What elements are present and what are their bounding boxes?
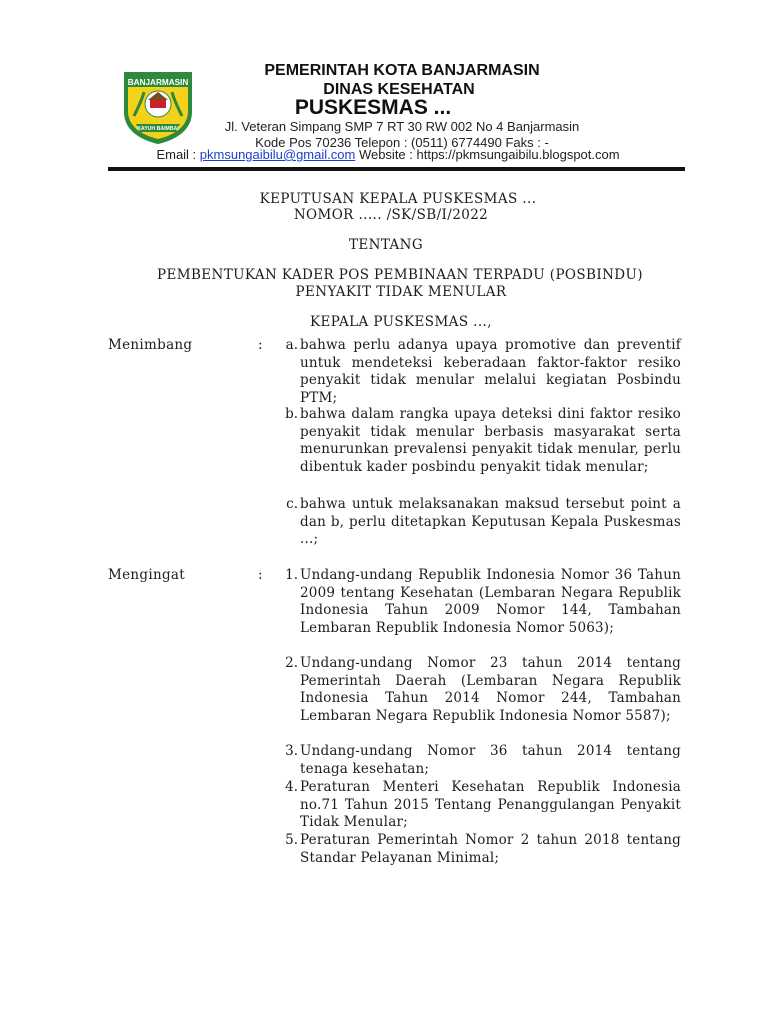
- email-link[interactable]: pkmsungaibilu@gmail.com: [199, 147, 356, 162]
- mengingat-item: [276, 779, 681, 832]
- decree-subject-line-2: PENYAKIT TIDAK MENULAR: [295, 284, 507, 300]
- menimbang-label: Menimbang: [108, 337, 193, 353]
- address-line: Jl. Veteran Simpang SMP 7 RT 30 RW 002 No 4 Banjarmasin: [224, 119, 580, 134]
- decree-title: KEPUTUSAN KEPALA PUSKESMAS ...: [259, 191, 537, 207]
- menimbang-item: [276, 406, 681, 476]
- decree-issuer: KEPALA PUSKESMAS ...,: [310, 314, 492, 330]
- item-marker: 3.: [285, 743, 298, 759]
- logo-city-text: BANJARMASIN: [127, 78, 189, 87]
- item-marker: c.: [286, 496, 298, 512]
- item-marker: b.: [285, 406, 298, 422]
- item-marker: a.: [285, 337, 298, 353]
- mengingat-colon: :: [258, 567, 263, 583]
- menimbang-colon: :: [258, 337, 263, 353]
- mengingat-label: Mengingat: [108, 567, 185, 583]
- decree-about: TENTANG: [348, 237, 424, 253]
- item-text: bahwa untuk melaksanakan maksud tersebut point a dan b, perlu ditetapkan Keputusan Kepala Puskesmas ...;: [300, 496, 681, 548]
- item-marker: 5.: [285, 832, 298, 848]
- item-text: Undang-undang Nomor 36 tahun 2014 tentang tenaga kesehatan;: [300, 743, 681, 777]
- item-text: Undang-undang Republik Indonesia Nomor 36 Tahun 2009 tentang Kesehatan (Lembaran Negara Republik Indonesia Tahun 2009 Nomor 144, Tambahan Lembaran Republik Indonesia Nomor 5063);: [300, 567, 681, 636]
- website-text: Website : https://pkmsungaibilu.blogspot.com: [355, 147, 620, 162]
- mengingat-item: [276, 567, 681, 637]
- decree-subject-line-1: PEMBENTUKAN KADER POS PEMBINAAN TERPADU (POSBINDU): [157, 267, 643, 283]
- department-name: DINAS KESEHATAN: [323, 81, 475, 98]
- contact-line: [4, 147, 768, 162]
- menimbang-item: [276, 337, 681, 407]
- item-text: Undang-undang Nomor 23 tahun 2014 tentang Pemerintah Daerah (Lembaran Negara Republik Indonesia Tahun 2014 Nomor 244, Tambahan Lembaran Negara Republik Indonesia Nomor 5587);: [300, 655, 681, 724]
- email-label: Email :: [156, 147, 200, 162]
- postal-phone-line: Kode Pos 70236 Telepon : (0511) 6774490 Faks : -: [255, 135, 549, 150]
- item-marker: 2.: [285, 655, 298, 671]
- mengingat-item: [276, 743, 681, 778]
- logo-motto-text: KAYUH BAIMBAI: [137, 126, 179, 132]
- item-marker: 4.: [285, 779, 298, 795]
- menimbang-item: [276, 496, 681, 549]
- government-name: PEMERINTAH KOTA BANJARMASIN: [264, 62, 540, 79]
- puskesmas-name: PUSKESMAS ...: [294, 96, 452, 119]
- mengingat-item: [276, 655, 681, 725]
- letterhead-divider: [108, 167, 685, 171]
- decree-number: NOMOR ..... /SK/SB/I/2022: [293, 207, 489, 223]
- item-text: bahwa dalam rangka upaya deteksi dini faktor resiko penyakit tidak menular berbasis masyarakat serta menurunkan prevalensi penyakit tidak menular, perlu dibentuk kader posbindu penyakit tidak menular;: [300, 406, 681, 475]
- item-marker: 1.: [285, 567, 298, 583]
- mengingat-item: [276, 832, 681, 867]
- item-text: Peraturan Menteri Kesehatan Republik Indonesia no.71 Tahun 2015 Tentang Penanggulangan Penyakit Tidak Menular;: [300, 779, 681, 831]
- item-text: bahwa perlu adanya upaya promotive dan preventif untuk mendeteksi keberadaan faktor-faktor resiko penyakit tidak menular melalui kegiatan Posbindu PTM;: [300, 337, 681, 406]
- item-text: Peraturan Pemerintah Nomor 2 tahun 2018 tentang Standar Pelayanan Minimal;: [300, 832, 681, 866]
